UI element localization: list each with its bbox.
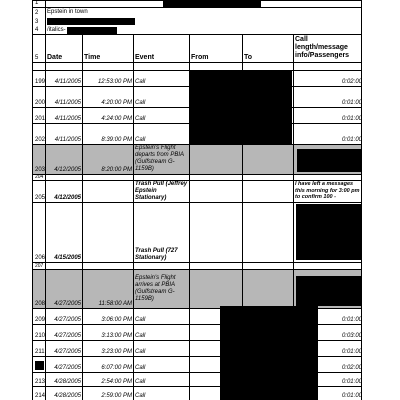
time-cell: 4:24:00 PM	[83, 108, 134, 123]
date-cell: 4/27/2005	[46, 341, 83, 356]
time-cell: 11:58:00 AM	[83, 270, 134, 308]
event-cell: Trash Pull (Jeffrey Epstein Stationary)	[134, 181, 190, 202]
row-number: 1	[33, 1, 46, 7]
event-cell: Call	[134, 357, 190, 372]
event-cell: Call	[134, 341, 190, 356]
to-cell	[243, 181, 294, 202]
info-cell: 0:01:00	[341, 100, 362, 106]
date-cell	[46, 175, 83, 180]
event-cell: Call	[134, 108, 190, 123]
redaction	[297, 149, 361, 172]
row-number: 206	[33, 203, 46, 262]
row-3	[32, 17, 362, 26]
info-cell: I have left a messages this morning for 3:00 pm to confirm 100 -	[295, 181, 360, 200]
to-cell	[243, 145, 294, 174]
from-cell	[190, 203, 243, 262]
table-row	[32, 181, 362, 203]
info-cell: 0:01:00	[341, 379, 362, 385]
event-cell: Call	[134, 124, 190, 144]
cell	[134, 63, 190, 70]
italics-label: /italics-	[47, 27, 66, 33]
redaction	[163, 1, 261, 8]
row-number: 214	[33, 387, 46, 400]
event-cell: Call	[134, 309, 190, 324]
time-cell	[83, 203, 134, 262]
cell	[46, 63, 83, 70]
date-cell: 4/11/2005	[46, 108, 83, 123]
row-number: 203	[33, 145, 46, 174]
header-event: Event	[134, 35, 190, 62]
row-number: 207	[33, 263, 46, 269]
redaction	[190, 71, 292, 145]
row-number	[33, 63, 46, 70]
to-cell	[243, 175, 294, 180]
redaction	[296, 204, 362, 260]
table-row	[32, 145, 362, 175]
time-cell: 2:59:00 PM	[83, 387, 134, 400]
event-cell	[134, 175, 190, 180]
redaction	[220, 306, 318, 400]
table-row	[32, 203, 362, 263]
info-cell: 0:01:00	[341, 393, 362, 399]
time-cell: 3:23:00 PM	[83, 341, 134, 356]
info-cell: 0:03:00	[341, 333, 362, 339]
from-cell	[190, 181, 243, 202]
info-cell: 0:02:00	[341, 365, 362, 371]
row-number: 209	[33, 309, 46, 324]
date-cell: 4/28/2005	[46, 373, 83, 386]
date-cell: 4/27/2005	[46, 309, 83, 324]
event-cell: Call	[134, 373, 190, 386]
row-number: 204	[33, 175, 46, 180]
to-cell	[243, 263, 294, 269]
time-cell	[83, 175, 134, 180]
date-cell: 4/27/2005	[46, 325, 83, 340]
event-cell: Call	[134, 87, 190, 107]
row-number: 200	[33, 87, 46, 107]
from-cell	[190, 175, 243, 180]
redaction	[47, 18, 135, 25]
time-cell: 3:06:00 PM	[83, 309, 134, 324]
header-date: Date	[46, 35, 83, 62]
row-number: 201	[33, 108, 46, 123]
from-cell	[190, 145, 243, 174]
row-4	[32, 26, 362, 35]
row-number: 199	[33, 71, 46, 86]
to-cell	[243, 203, 294, 262]
info-cell: 0:01:00	[341, 116, 362, 122]
header-to: To	[243, 35, 294, 62]
row-number: 202	[33, 124, 46, 144]
event-cell: Epstein's Flight arrives at PBIA (Gulfstream G-1159B)	[134, 270, 190, 308]
date-cell: 4/27/2005	[46, 357, 83, 372]
cell	[190, 63, 243, 70]
date-cell: 4/12/2005	[46, 181, 83, 202]
table-row	[32, 263, 362, 270]
cell	[83, 63, 134, 70]
redaction	[35, 361, 44, 370]
row-number: 3	[33, 17, 46, 26]
event-cell: Call	[134, 325, 190, 340]
event-cell	[134, 263, 190, 269]
epstein-in-town-label: Epstein in town	[47, 9, 88, 15]
to-cell	[243, 270, 294, 308]
date-cell: 4/11/2005	[46, 124, 83, 144]
event-cell: Epstein's Flight departs from PBIA (Gulfstream G-1159B)	[134, 145, 190, 174]
info-cell: 0:02:00	[341, 79, 362, 85]
header-from: From	[190, 35, 243, 62]
redaction	[67, 27, 117, 34]
info-cell: 0:01:00	[341, 349, 362, 355]
row-number: 208	[33, 270, 46, 308]
row-1	[32, 0, 362, 8]
time-cell: 2:54:00 PM	[83, 373, 134, 386]
row-number: 5	[33, 35, 46, 62]
row-number: 2	[33, 8, 46, 17]
time-cell: 8:20:00 PM	[83, 145, 134, 174]
date-cell: 4/28/2005	[46, 387, 83, 400]
cell	[243, 63, 294, 70]
row-number: 213	[33, 373, 46, 386]
row-number: 210	[33, 325, 46, 340]
row-number: 211	[33, 341, 46, 356]
date-cell: 4/15/2005	[46, 203, 83, 262]
date-cell: 4/11/2005	[46, 71, 83, 86]
time-cell: 12:53:00 PM	[83, 71, 134, 86]
date-cell: 4/12/2005	[46, 145, 83, 174]
time-cell	[83, 263, 134, 269]
header-row	[32, 35, 362, 63]
time-cell: 4:20:00 PM	[83, 87, 134, 107]
time-cell: 3:13:00 PM	[83, 325, 134, 340]
event-cell: Call	[134, 387, 190, 400]
from-cell	[190, 263, 243, 269]
spreadsheet	[32, 0, 362, 400]
time-cell: 6:07:00 PM	[83, 357, 134, 372]
date-cell: 4/11/2005	[46, 87, 83, 107]
time-cell	[83, 181, 134, 202]
event-cell: Call	[134, 71, 190, 86]
row-number: 205	[33, 181, 46, 202]
table-row	[32, 270, 362, 309]
event-cell: Trash Pull (727 Stationary)	[134, 203, 190, 262]
redaction	[296, 276, 361, 306]
gap-row	[32, 63, 362, 71]
time-cell: 8:39:00 PM	[83, 124, 134, 144]
date-cell	[46, 263, 83, 269]
info-cell: 0:01:00	[341, 137, 362, 143]
date-cell: 4/27/2005	[46, 270, 83, 308]
header-time: Time	[83, 35, 134, 62]
row-number: 4	[33, 26, 46, 34]
info-cell: 0:01:00	[341, 317, 362, 323]
from-cell	[190, 270, 243, 308]
header-info: Call length/message info/Passengers	[295, 36, 350, 59]
row-2	[32, 8, 362, 17]
